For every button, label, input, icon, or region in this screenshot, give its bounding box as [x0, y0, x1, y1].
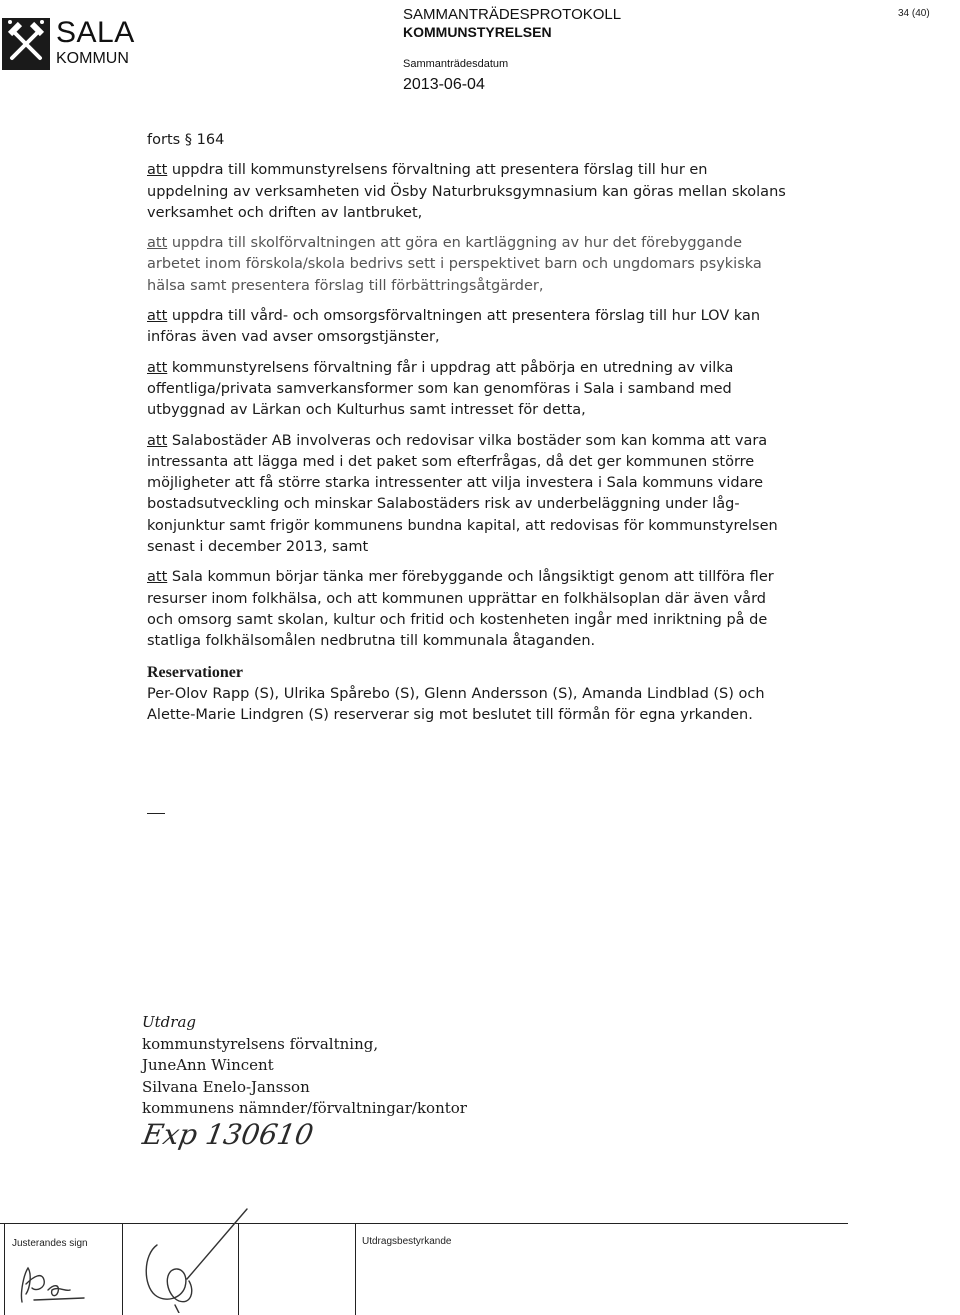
reservations-heading: Reservationer	[147, 663, 243, 681]
extract-recipient: JuneAnn Wincent	[142, 1056, 274, 1074]
utdragsbestyrkande-label: Utdragsbestyrkande	[362, 1236, 452, 1247]
signature-table-divider	[122, 1223, 123, 1315]
logo-sub-text: KOMMUN	[56, 50, 129, 67]
paragraph-text: kommunstyrelsens förvaltning får i uppdrag att påbörja en utredning av vilka offentliga/privata samverkansformer som kan genomföras i Sala i samband med utbyggnad av Lärkan och Kulturhus samt intresset för detta,	[147, 359, 734, 419]
signature-table-divider	[355, 1223, 356, 1315]
crossed-hammers-icon	[2, 18, 50, 70]
decision-paragraph	[147, 358, 787, 422]
handwritten-expedition-note: Exp 130610	[140, 1118, 316, 1151]
decision-paragraph	[147, 160, 787, 224]
att-marker: att	[147, 359, 168, 376]
signature-initials-1	[14, 1262, 104, 1306]
att-marker: att	[147, 162, 168, 179]
meeting-date: 2013-06-04	[403, 76, 485, 93]
municipality-logo	[0, 0, 160, 80]
committee-name: KOMMUNSTYRELSEN	[403, 24, 552, 40]
signature-table-border	[0, 1223, 848, 1224]
paragraph-text: uppdra till kommunstyrelsens förvaltning att presentera förslag till hur en uppdelning av verksamheten vid Ösby Naturbruksgymnasium kan göras mellan skolans verksamhet och driften av lantbruket,	[147, 162, 786, 221]
meeting-date-label: Sammanträdesdatum	[403, 58, 509, 70]
signature-table-divider	[4, 1223, 5, 1315]
paragraph-text: Salabostäder AB involveras och redovisar vilka bostäder som kan komma att vara intressanta att lägga med i det paket som efterfrågas, då det ger kommunen större möjligheter att få större starka intressenter att vilja investera i Sala kommuns vidare bostadsutveckling och minskar Salabostäders risk av underbeläggning under låg-konjunktur samt frigör kommunens bundna kapital, att redovisas för kommunstyrelsen senast i december 2013, samt	[147, 432, 778, 556]
att-marker: att	[147, 308, 168, 325]
protocol-body	[147, 130, 787, 735]
extract-distribution	[142, 1012, 467, 1120]
extract-label: Utdrag	[142, 1013, 196, 1031]
decision-paragraph	[147, 233, 787, 297]
reservations-text: Per-Olov Rapp (S), Ulrika Spårebo (S), Glenn Andersson (S), Amanda Lindblad (S) och Alette-Marie Lindgren (S) reserverar sig mot beslutet till förmån för egna yrkanden.	[147, 685, 765, 724]
document-type: SAMMANTRÄDESPROTOKOLL	[403, 6, 622, 23]
decision-paragraph	[147, 306, 787, 349]
paragraph-text: uppdra till vård- och omsorgsförvaltningen att presentera förslag till hur LOV kan införas även vad avser omsorgstjänster,	[147, 308, 761, 346]
att-marker: att	[147, 432, 168, 449]
extract-recipient: Silvana Enelo-Jansson	[142, 1077, 310, 1096]
justerandes-sign-label: Justerandes sign	[12, 1238, 88, 1249]
extract-recipient: kommunens nämnder/förvaltningar/kontor	[142, 1099, 467, 1117]
signature-initials-2	[135, 1205, 255, 1313]
att-marker: att	[147, 569, 168, 586]
logo-brand-text: SALA	[56, 16, 135, 49]
decision-paragraph	[147, 567, 787, 652]
separator-dash	[147, 813, 165, 814]
decision-paragraph	[147, 431, 787, 559]
section-heading: forts § 164	[147, 132, 225, 148]
paragraph-text: Sala kommun börjar tänka mer förebyggande och långsiktigt genom att tillföra fler resurser inom folkhälsa, och att kommunen upprättar en folkhälsoplan där även vård och omsorg samt skolan, kultur och fritid och kostenheten ingår med inriktning på de statliga folkhälsomålen nedbrutna till kommunala åtaganden.	[147, 569, 774, 650]
paragraph-text: uppdra till skolförvaltningen att göra en kartläggning av hur det förebyggande arbetet inom förskola/skola bedrivs sett i perspektivet barn och ungdomars psykiska hälsa samt presentera förslag till förbättringsåtgärder,	[147, 235, 762, 294]
att-marker: att	[147, 235, 168, 252]
page-number: 34 (40)	[898, 8, 930, 19]
extract-recipient: kommunstyrelsens förvaltning,	[142, 1034, 379, 1053]
